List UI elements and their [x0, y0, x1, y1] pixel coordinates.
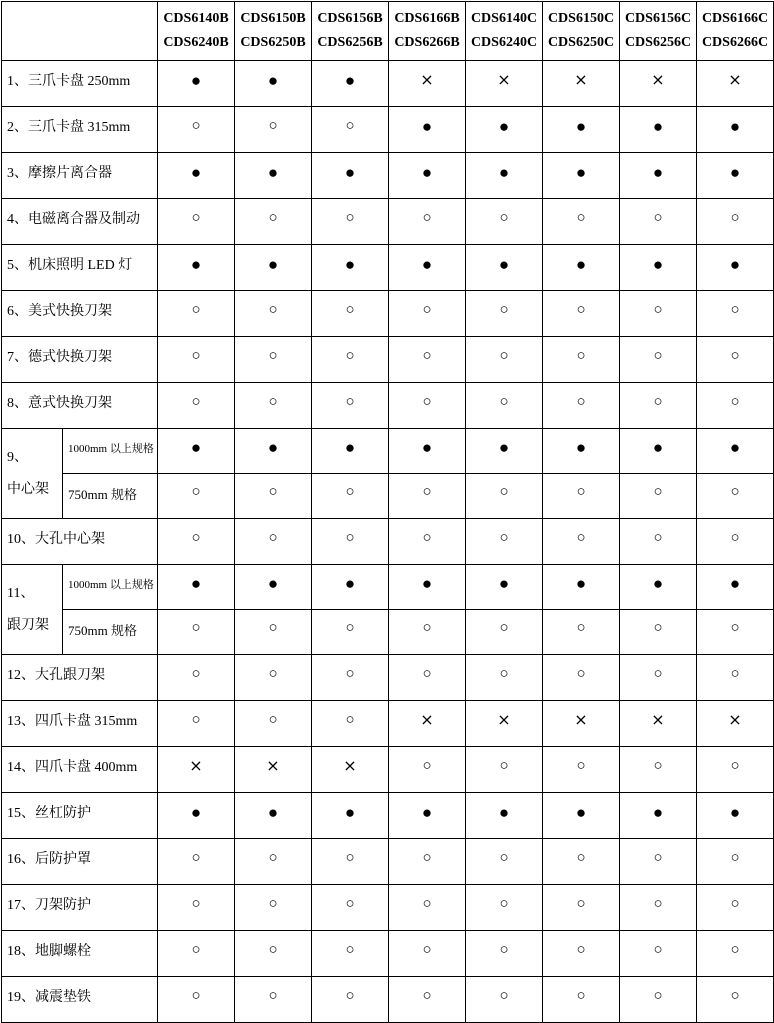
symbol-cell: ○	[235, 519, 312, 565]
row-label: 1、三爪卡盘 250mm	[2, 61, 158, 107]
model-name: CDS6240B	[163, 35, 229, 50]
column-header-1	[158, 2, 235, 61]
row-label: 10、大孔中心架	[2, 519, 158, 565]
symbol-cell: ○	[158, 610, 235, 655]
row-group-label-line1: 9、	[7, 449, 28, 465]
symbol-cell: ○	[158, 474, 235, 519]
symbol-cell: ○	[312, 474, 389, 519]
table-row	[2, 61, 774, 107]
symbol-cell: ●	[543, 429, 620, 474]
symbol-cell: ○	[235, 474, 312, 519]
row-label: 6、美式快换刀架	[2, 291, 158, 337]
symbol-cell: ○	[466, 519, 543, 565]
table-row	[2, 519, 774, 565]
symbol-cell: ○	[235, 610, 312, 655]
row-label: 18、地脚螺栓	[2, 931, 158, 977]
symbol-cell: ●	[697, 793, 774, 839]
model-name: CDS6166C	[701, 11, 769, 26]
symbol-cell: ○	[158, 107, 235, 153]
symbol-cell: ○	[466, 291, 543, 337]
symbol-cell: ○	[697, 885, 774, 931]
symbol-cell: ×	[312, 747, 389, 793]
symbol-cell: ○	[312, 701, 389, 747]
row-label: 8、意式快换刀架	[2, 383, 158, 429]
symbol-cell: ●	[389, 153, 466, 199]
symbol-cell: ○	[312, 337, 389, 383]
symbol-cell: ●	[466, 245, 543, 291]
symbol-cell: ●	[620, 429, 697, 474]
symbol-cell: ○	[158, 291, 235, 337]
table-row	[2, 429, 774, 474]
symbol-cell: ○	[466, 383, 543, 429]
model-name: CDS6140B	[163, 11, 229, 26]
symbol-cell: ○	[466, 655, 543, 701]
symbol-cell: ○	[466, 199, 543, 245]
symbol-cell: ○	[389, 474, 466, 519]
symbol-cell: ○	[466, 610, 543, 655]
symbol-cell: ○	[235, 199, 312, 245]
symbol-cell: ●	[697, 565, 774, 610]
symbol-cell: ●	[235, 565, 312, 610]
column-header-4	[389, 2, 466, 61]
symbol-cell: ●	[312, 153, 389, 199]
row-label: 19、减震垫铁	[2, 977, 158, 1023]
table-row	[2, 793, 774, 839]
table-row	[2, 565, 774, 610]
symbol-cell: ○	[697, 383, 774, 429]
symbol-cell: ●	[466, 565, 543, 610]
symbol-cell: ○	[620, 885, 697, 931]
symbol-cell: ○	[235, 291, 312, 337]
symbol-cell: ○	[620, 474, 697, 519]
symbol-cell: ●	[620, 793, 697, 839]
table-row	[2, 291, 774, 337]
symbol-cell: ●	[543, 107, 620, 153]
table-row	[2, 245, 774, 291]
model-name: CDS6256B	[317, 35, 383, 50]
symbol-cell: ○	[543, 839, 620, 885]
symbol-cell: ●	[620, 153, 697, 199]
symbol-cell: ○	[466, 839, 543, 885]
symbol-cell: ○	[389, 931, 466, 977]
model-name: CDS6150C	[547, 11, 615, 26]
symbol-cell: ○	[389, 291, 466, 337]
symbol-cell: ×	[543, 61, 620, 107]
symbol-cell: ×	[697, 61, 774, 107]
symbol-cell: ○	[697, 655, 774, 701]
symbol-cell: ×	[235, 747, 312, 793]
symbol-cell: ●	[389, 429, 466, 474]
model-name: CDS6140C	[470, 11, 538, 26]
table-row	[2, 199, 774, 245]
corner-cell	[2, 2, 158, 61]
symbol-cell: ●	[466, 793, 543, 839]
model-name: CDS6240C	[470, 35, 538, 50]
symbol-cell: ○	[235, 931, 312, 977]
symbol-cell: ×	[389, 701, 466, 747]
symbol-cell: ○	[312, 383, 389, 429]
symbol-cell: ○	[312, 839, 389, 885]
symbol-cell: ○	[158, 337, 235, 383]
row-label: 17、刀架防护	[2, 885, 158, 931]
column-header-7	[620, 2, 697, 61]
symbol-cell: ○	[697, 519, 774, 565]
symbol-cell: ○	[158, 839, 235, 885]
model-name: CDS6156C	[624, 11, 692, 26]
symbol-cell: ○	[543, 383, 620, 429]
symbol-cell: ●	[389, 245, 466, 291]
row-sub-label: 750mm 规格	[63, 610, 158, 655]
symbol-cell: ×	[466, 61, 543, 107]
symbol-cell: ●	[235, 61, 312, 107]
symbol-cell: ○	[543, 291, 620, 337]
table-row	[2, 474, 774, 519]
symbol-cell: ○	[466, 474, 543, 519]
symbol-cell: ○	[235, 701, 312, 747]
symbol-cell: ○	[543, 931, 620, 977]
row-label: 16、后防护罩	[2, 839, 158, 885]
symbol-cell: ●	[158, 429, 235, 474]
symbol-cell: ×	[697, 701, 774, 747]
symbol-cell: ○	[543, 747, 620, 793]
symbol-cell: ○	[158, 519, 235, 565]
symbol-cell: ×	[620, 701, 697, 747]
symbol-cell: ●	[158, 153, 235, 199]
row-label: 7、德式快换刀架	[2, 337, 158, 383]
symbol-cell: ○	[158, 383, 235, 429]
column-header-2	[235, 2, 312, 61]
column-header-3	[312, 2, 389, 61]
row-group-label-line1: 11、	[7, 585, 35, 601]
symbol-cell: ○	[389, 839, 466, 885]
symbol-cell: ●	[620, 107, 697, 153]
symbol-cell: ○	[389, 337, 466, 383]
row-label: 15、丝杠防护	[2, 793, 158, 839]
row-sub-label: 750mm 规格	[63, 474, 158, 519]
symbol-cell: ●	[312, 793, 389, 839]
symbol-cell: ○	[543, 519, 620, 565]
symbol-cell: ○	[389, 610, 466, 655]
symbol-cell: ●	[466, 153, 543, 199]
table-body	[2, 61, 774, 1023]
table-row	[2, 655, 774, 701]
model-name: CDS6250B	[240, 35, 306, 50]
symbol-cell: ○	[697, 199, 774, 245]
symbol-cell: ●	[697, 429, 774, 474]
symbol-cell: ○	[312, 885, 389, 931]
symbol-cell: ○	[620, 839, 697, 885]
row-group-label-line2: 中心架	[7, 481, 49, 497]
model-name: CDS6166B	[394, 11, 460, 26]
symbol-cell: ○	[389, 655, 466, 701]
row-group-label	[2, 565, 63, 655]
table-row	[2, 839, 774, 885]
symbol-cell: ○	[312, 519, 389, 565]
symbol-cell: ○	[697, 747, 774, 793]
symbol-cell: ○	[543, 199, 620, 245]
symbol-cell: ○	[543, 885, 620, 931]
symbol-cell: ○	[389, 199, 466, 245]
column-header-8	[697, 2, 774, 61]
symbol-cell: ○	[620, 977, 697, 1023]
symbol-cell: ○	[543, 474, 620, 519]
symbol-cell: ○	[235, 337, 312, 383]
symbol-cell: ●	[158, 793, 235, 839]
symbol-cell: ●	[543, 245, 620, 291]
symbol-cell: ○	[312, 107, 389, 153]
symbol-cell: ○	[312, 977, 389, 1023]
table-row	[2, 107, 774, 153]
symbol-cell: ○	[312, 199, 389, 245]
symbol-cell: ○	[543, 977, 620, 1023]
symbol-cell: ×	[543, 701, 620, 747]
row-label: 4、电磁离合器及制动	[2, 199, 158, 245]
table-row	[2, 383, 774, 429]
symbol-cell: ○	[697, 839, 774, 885]
symbol-cell: ○	[620, 931, 697, 977]
symbol-cell: ●	[697, 153, 774, 199]
symbol-cell: ●	[697, 107, 774, 153]
symbol-cell: ○	[620, 747, 697, 793]
table-row	[2, 610, 774, 655]
symbol-cell: ○	[235, 107, 312, 153]
symbol-cell: ○	[466, 931, 543, 977]
symbol-cell: ○	[697, 610, 774, 655]
model-name: CDS6250C	[547, 35, 615, 50]
symbol-cell: ○	[158, 885, 235, 931]
symbol-cell: ○	[697, 474, 774, 519]
table-row	[2, 337, 774, 383]
row-group-label-line2: 跟刀架	[7, 617, 49, 633]
symbol-cell: ○	[235, 383, 312, 429]
symbol-cell: ○	[620, 519, 697, 565]
symbol-cell: ○	[697, 291, 774, 337]
table-row	[2, 747, 774, 793]
symbol-cell: ○	[389, 383, 466, 429]
symbol-cell: ○	[543, 610, 620, 655]
row-label: 2、三爪卡盘 315mm	[2, 107, 158, 153]
symbol-cell: ○	[697, 337, 774, 383]
row-sub-label: 1000mm 以上规格	[63, 429, 158, 474]
symbol-cell: ●	[543, 565, 620, 610]
symbol-cell: ○	[235, 885, 312, 931]
symbol-cell: ●	[620, 565, 697, 610]
symbol-cell: ○	[620, 383, 697, 429]
symbol-cell: ○	[235, 839, 312, 885]
symbol-cell: ○	[389, 977, 466, 1023]
symbol-cell: ●	[235, 429, 312, 474]
row-label: 3、摩擦片离合器	[2, 153, 158, 199]
symbol-cell: ○	[312, 931, 389, 977]
symbol-cell: ×	[389, 61, 466, 107]
row-label: 14、四爪卡盘 400mm	[2, 747, 158, 793]
symbol-cell: ○	[158, 931, 235, 977]
model-name: CDS6266B	[394, 35, 460, 50]
row-group-label	[2, 429, 63, 519]
column-header-5	[466, 2, 543, 61]
symbol-cell: ○	[158, 977, 235, 1023]
symbol-cell: ●	[235, 793, 312, 839]
symbol-cell: ●	[158, 61, 235, 107]
symbol-cell: ●	[620, 245, 697, 291]
symbol-cell: ×	[158, 747, 235, 793]
symbol-cell: ○	[697, 931, 774, 977]
symbol-cell: ○	[389, 519, 466, 565]
row-label: 5、机床照明 LED 灯	[2, 245, 158, 291]
row-label: 13、四爪卡盘 315mm	[2, 701, 158, 747]
model-name: CDS6256C	[624, 35, 692, 50]
symbol-cell: ○	[543, 655, 620, 701]
symbol-cell: ○	[466, 337, 543, 383]
symbol-cell: ○	[620, 337, 697, 383]
symbol-cell: ●	[543, 793, 620, 839]
symbol-cell: ●	[158, 565, 235, 610]
symbol-cell: ○	[620, 199, 697, 245]
symbol-cell: ●	[697, 245, 774, 291]
symbol-cell: ●	[235, 245, 312, 291]
symbol-cell: ○	[466, 885, 543, 931]
symbol-cell: ○	[312, 655, 389, 701]
table-row	[2, 931, 774, 977]
symbol-cell: ●	[389, 107, 466, 153]
column-header-6	[543, 2, 620, 61]
model-name: CDS6150B	[240, 11, 306, 26]
header-row	[2, 2, 774, 61]
row-label: 12、大孔跟刀架	[2, 655, 158, 701]
table-row	[2, 153, 774, 199]
symbol-cell: ○	[466, 977, 543, 1023]
table-row	[2, 977, 774, 1023]
symbol-cell: ●	[389, 565, 466, 610]
symbol-cell: ●	[543, 153, 620, 199]
symbol-cell: ○	[697, 977, 774, 1023]
model-name: CDS6266C	[701, 35, 769, 50]
symbol-cell: ○	[312, 291, 389, 337]
model-name: CDS6156B	[317, 11, 383, 26]
table-row	[2, 885, 774, 931]
symbol-cell: ●	[389, 793, 466, 839]
symbol-cell: ●	[312, 429, 389, 474]
symbol-cell: ○	[235, 655, 312, 701]
symbol-cell: ●	[312, 61, 389, 107]
symbol-cell: ○	[620, 610, 697, 655]
table-row	[2, 701, 774, 747]
symbol-cell: ○	[466, 747, 543, 793]
symbol-cell: ○	[389, 747, 466, 793]
symbol-cell: ○	[620, 291, 697, 337]
symbol-cell: ×	[620, 61, 697, 107]
symbol-cell: ●	[466, 107, 543, 153]
symbol-cell: ●	[158, 245, 235, 291]
symbol-cell: ○	[158, 701, 235, 747]
symbol-cell: ×	[466, 701, 543, 747]
symbol-cell: ●	[235, 153, 312, 199]
row-sub-label: 1000mm 以上规格	[63, 565, 158, 610]
symbol-cell: ○	[235, 977, 312, 1023]
symbol-cell: ●	[466, 429, 543, 474]
symbol-cell: ○	[389, 885, 466, 931]
symbol-cell: ●	[312, 565, 389, 610]
symbol-cell: ○	[312, 610, 389, 655]
symbol-cell: ○	[620, 655, 697, 701]
symbol-cell: ○	[543, 337, 620, 383]
symbol-cell: ●	[312, 245, 389, 291]
spec-table	[1, 1, 774, 1023]
symbol-cell: ○	[158, 655, 235, 701]
symbol-cell: ○	[158, 199, 235, 245]
